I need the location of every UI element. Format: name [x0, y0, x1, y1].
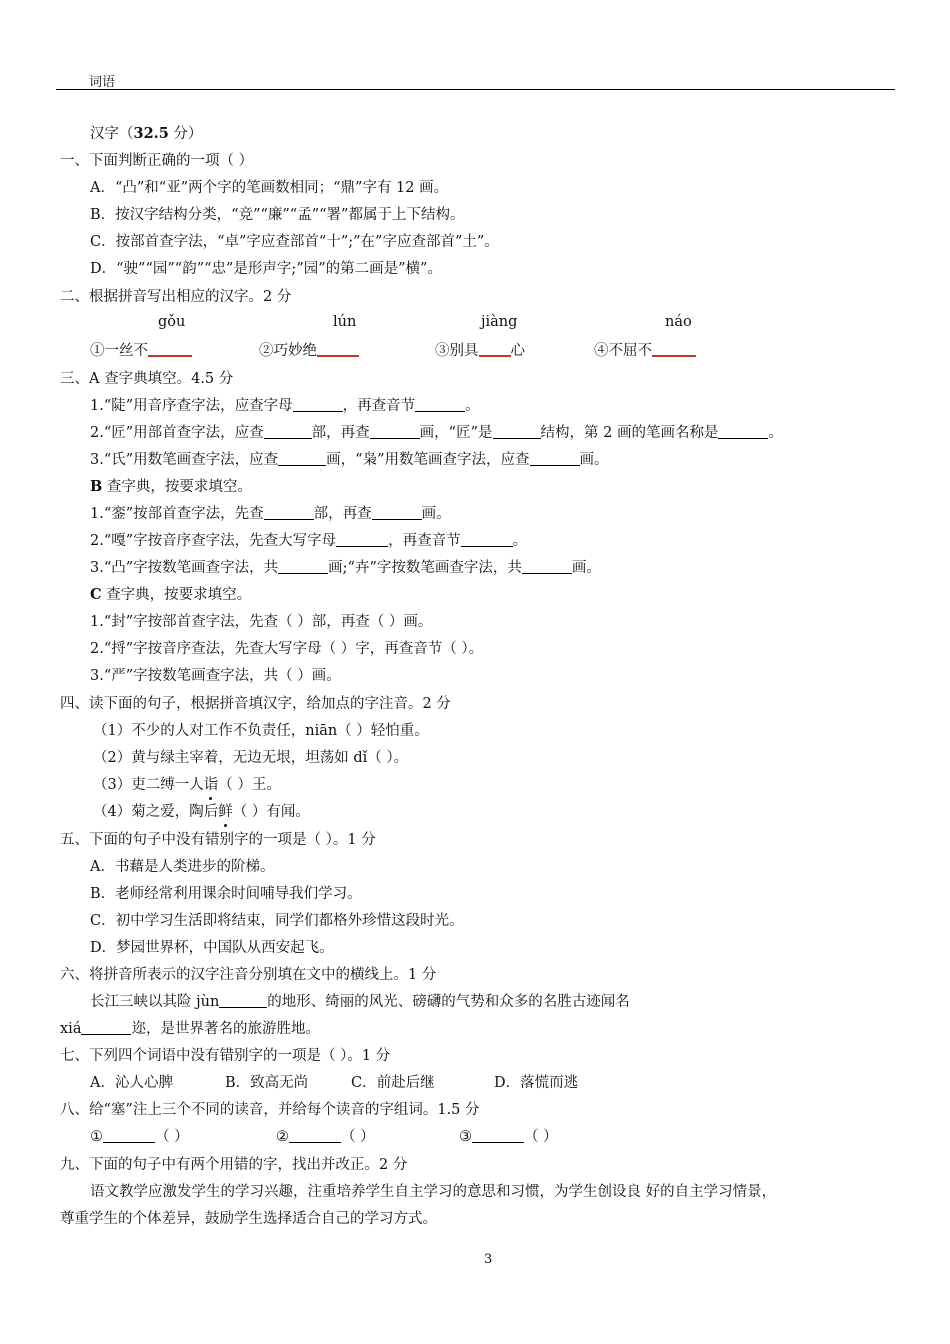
q4-sentence-1: （1）不少的人对工作不负责任，niān（ ）轻怕重。 — [93, 723, 429, 739]
q7-option-a: A．沁人心脾 — [90, 1075, 173, 1091]
q6-stem: 六、将拼音所表示的汉字注音分别填在文中的横线上。1 分 — [60, 967, 437, 983]
q7-option-b: B．致高无尚 — [225, 1075, 309, 1091]
dotted-char: 鲜 — [218, 804, 233, 820]
q2-blank-1[interactable] — [148, 341, 192, 357]
q2-pinyin-2: lún — [333, 314, 357, 330]
q3-b2-blank-2[interactable] — [461, 532, 513, 547]
q3-a3-blank-2[interactable] — [530, 451, 580, 466]
q3-b1-blank-1[interactable] — [264, 505, 314, 520]
q3-a2: 2.“匠”用部首查字法，应查 部，再查 画，“匠”是 结构，第 2 画的笔画名称是 。 — [90, 425, 783, 441]
q3-b2: 2.“嘎”字按音序查字法，先查大写字母 ，再查音节 。 — [90, 533, 528, 549]
q3-b1-blank-2[interactable] — [372, 505, 422, 520]
q2-stem: 二、根据拼音写出相应的汉字。2 分 — [60, 289, 292, 305]
section-score: 32.5 — [133, 125, 169, 142]
q3-a2-blank-4[interactable] — [718, 424, 768, 439]
q3-b3: 3.“凸”字按数笔画查字法，共 画;“卉”字按数笔画查字法，共 画。 — [90, 560, 601, 576]
q3-a1: 1.“陡”用音序查字法，应查字母 ，再查音节 。 — [90, 398, 480, 414]
q8-item-1: ① （ ） — [90, 1129, 189, 1145]
q3-a2-blank-2[interactable] — [370, 424, 420, 439]
q8-item-3: ③ （ ） — [459, 1129, 558, 1145]
q8-stem: 八、给“塞”注上三个不同的读音，并给每个读音的字组词。1.5 分 — [60, 1102, 480, 1118]
q6-blank-2[interactable] — [81, 1020, 131, 1035]
q2-pinyin-1: gǒu — [158, 314, 186, 330]
q3-c3: 3.“严”字按数笔画查字法，共（ ）画。 — [90, 668, 341, 684]
q5-option-a: A．书藉是人类进步的阶梯。 — [90, 859, 275, 875]
q6-blank-1[interactable] — [219, 993, 267, 1008]
q3-b3-blank-2[interactable] — [522, 559, 572, 574]
dotted-char: 诣 — [203, 777, 219, 793]
q8-blank-3[interactable] — [472, 1128, 524, 1143]
q1-option-a: A．“凸”和“亚”两个字的笔画数相同；“鼎”字有 12 画。 — [90, 180, 449, 196]
header-rule — [56, 89, 895, 90]
q4-sentence-3: （3）吏二缚一人诣（ ）王。 — [93, 777, 281, 793]
q8-item-2: ② （ ） — [276, 1129, 375, 1145]
q1-option-d: D．“驶”“园”“韵”“忠”是形声字;”园”的第二画是”横”。 — [90, 261, 442, 277]
q8-blank-1[interactable] — [103, 1128, 155, 1143]
q9-paragraph-line-1: 语文教学应激发学生的学习兴趣，注重培养学生自主学习的意思和习惯，为学生创设良 好的自主学习情景， — [90, 1184, 777, 1200]
q7-option-c: C．前赴后继 — [351, 1075, 435, 1091]
q2-pinyin-4: náo — [665, 314, 692, 330]
q7-option-d: D．落慌而逃 — [494, 1075, 579, 1091]
q3-b2-blank-1[interactable] — [336, 532, 388, 547]
q5-option-b: B．老师经常利用课余时间哺导我们学习。 — [90, 886, 362, 902]
q3-a2-blank-1[interactable] — [264, 424, 312, 439]
q2-item-4: ④不屈不 — [594, 341, 696, 361]
section-title: 汉字（32.5 分） — [90, 125, 203, 142]
q9-stem: 九、下面的句子中有两个用错的字，找出并改正。2 分 — [60, 1157, 408, 1173]
q4-sentence-4: （4）菊之爱，陶后鲜（ ）有闻。 — [93, 804, 310, 820]
q3-b3-blank-1[interactable] — [278, 559, 328, 574]
q3-a3: 3.“氏”用数笔画查字法，应查 画，“枭”用数笔画查字法，应查 画。 — [90, 452, 609, 468]
q6-paragraph-line-2: xiá 迩，是世界著名的旅游胜地。 — [60, 1021, 320, 1037]
page-header-title: 词语 — [89, 75, 116, 90]
q1-option-c: C．按部首查字法，“卓”字应查部首“十”;”在”字应查部首”土”。 — [90, 234, 499, 250]
q3-stem: 三、A 查字典填空。4.5 分 — [60, 371, 234, 387]
q2-blank-3[interactable] — [479, 341, 511, 357]
q2-item-2: ②巧妙绝 — [259, 341, 359, 361]
q2-pinyin-3: jiàng — [481, 314, 518, 330]
q3-b1: 1.“銮”按部首查字法，先查 部，再查 画。 — [90, 506, 451, 522]
q3-a1-blank-2[interactable] — [415, 397, 465, 412]
q5-stem: 五、下面的句子中没有错别字的一项是（ ）。1 分 — [60, 832, 376, 848]
q7-stem: 七、下列四个词语中没有错别字的一项是（ ）。1 分 — [60, 1048, 391, 1064]
q1-stem: 一、下面判断正确的一项（ ） — [60, 153, 254, 169]
q3-c1: 1.“封”字按部首查字法，先查（ ）部，再查（ ）画。 — [90, 614, 433, 630]
q2-item-1: ①一丝不 — [90, 341, 192, 361]
q9-paragraph-line-2: 尊重学生的个体差异，鼓励学生选择适合自己的学习方式。 — [60, 1211, 437, 1227]
q4-sentence-2: （2）黄与绿主宰着，无边无垠，坦荡如 dǐ（ ）。 — [93, 750, 409, 766]
q3-a3-blank-1[interactable] — [278, 451, 326, 466]
q5-option-c: C．初中学习生活即将结束，同学们都格外珍惜这段时光。 — [90, 913, 464, 929]
q2-item-3: ③别具 心 — [435, 343, 525, 359]
q2-blank-2[interactable] — [317, 341, 359, 357]
q2-blank-4[interactable] — [652, 341, 696, 357]
q3-c-heading: C 查字典，按要求填空。 — [90, 586, 252, 603]
q3-a2-blank-3[interactable] — [493, 424, 541, 439]
q4-stem: 四、读下面的句子，根据拼音填汉字，给加点的字注音。2 分 — [60, 696, 451, 712]
q5-option-d: D．梦园世界杯，中国队从西安起飞。 — [90, 940, 334, 956]
q3-b-heading: B 查字典，按要求填空。 — [90, 478, 252, 495]
page-number: 3 — [484, 1252, 493, 1267]
q6-paragraph-line-1: 长江三峡以其险 jùn 的地形、绮丽的风光、磅礴的气势和众多的名胜古迹闻名 — [90, 994, 630, 1010]
q3-c2: 2.“捋”字按音序查法，先查大写字母（ ）字，再查音节（ ）。 — [90, 641, 484, 657]
q1-option-b: B．按汉字结构分类，“竞”“廉”“孟”“署”都属于上下结构。 — [90, 207, 465, 223]
q3-a1-blank-1[interactable] — [293, 397, 343, 412]
q8-blank-2[interactable] — [289, 1128, 341, 1143]
